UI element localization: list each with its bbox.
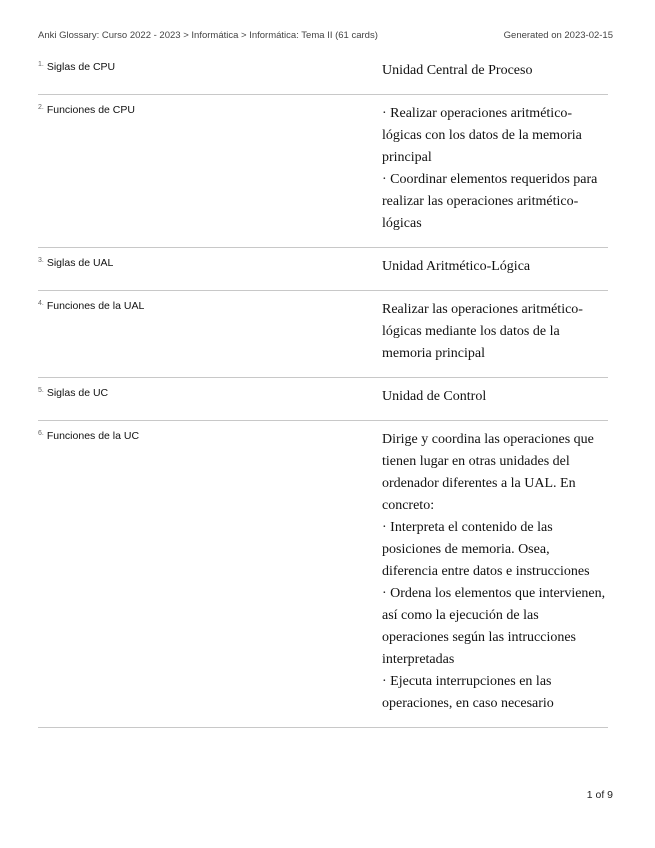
card-number: 3. <box>38 257 44 264</box>
card-back: Realizar las operaciones aritmético-lógicas mediante los datos de la memoria principal <box>382 302 583 361</box>
card-number: 6. <box>38 430 44 437</box>
card-row <box>38 421 608 728</box>
card-front <box>38 299 382 365</box>
page-header <box>38 30 613 41</box>
card-back: Unidad Aritmético-Lógica <box>382 259 531 274</box>
card-front-text: Funciones de la UAL <box>46 300 145 312</box>
card-front-text: Funciones de la UC <box>46 430 140 442</box>
card-number: 4. <box>38 300 44 307</box>
card-number: 5. <box>38 387 44 394</box>
page-number: 1 of 9 <box>586 789 613 801</box>
card-back: · Realizar operaciones aritmético-lógicas con los datos de la memoria principal · Coordinar elementos requeridos para realizar las operaciones aritmético-lógicas <box>382 106 598 231</box>
card-front <box>38 256 382 278</box>
card-front-text: Siglas de UAL <box>46 257 114 269</box>
card-front <box>38 60 382 82</box>
card-front-text: Funciones de CPU <box>46 104 135 116</box>
card-front-text: Siglas de UC <box>46 387 109 399</box>
card-row <box>38 378 608 421</box>
card-front <box>38 103 382 235</box>
generated-date: Generated on 2023-02-15 <box>503 30 613 41</box>
card-back: Dirige y coordina las operaciones que tienen lugar en otras unidades del ordenador diferentes a la UAL. En concreto: · Interpreta el contenido de las posiciones de memoria. Osea, diferencia entre datos e instrucciones · Ordena los elementos que intervienen, así como la ejecución de las operaciones según las intrucciones interpretadas · Ejecuta interrupciones en las operaciones, en caso necesario <box>382 432 606 711</box>
card-front-text: Siglas de CPU <box>46 61 116 73</box>
card-row <box>38 291 608 378</box>
card-front <box>38 429 382 715</box>
card-back: Unidad de Control <box>382 389 487 404</box>
card-back: Unidad Central de Proceso <box>382 63 533 78</box>
card-row <box>38 95 608 248</box>
glossary-table <box>38 52 608 728</box>
card-row <box>38 248 608 291</box>
card-row <box>38 52 608 95</box>
card-front <box>38 386 382 408</box>
card-number: 1. <box>38 61 44 68</box>
breadcrumb: Anki Glossary: Curso 2022 - 2023 > Informática > Informática: Tema II (61 cards) <box>38 30 378 41</box>
card-number: 2. <box>38 104 44 111</box>
